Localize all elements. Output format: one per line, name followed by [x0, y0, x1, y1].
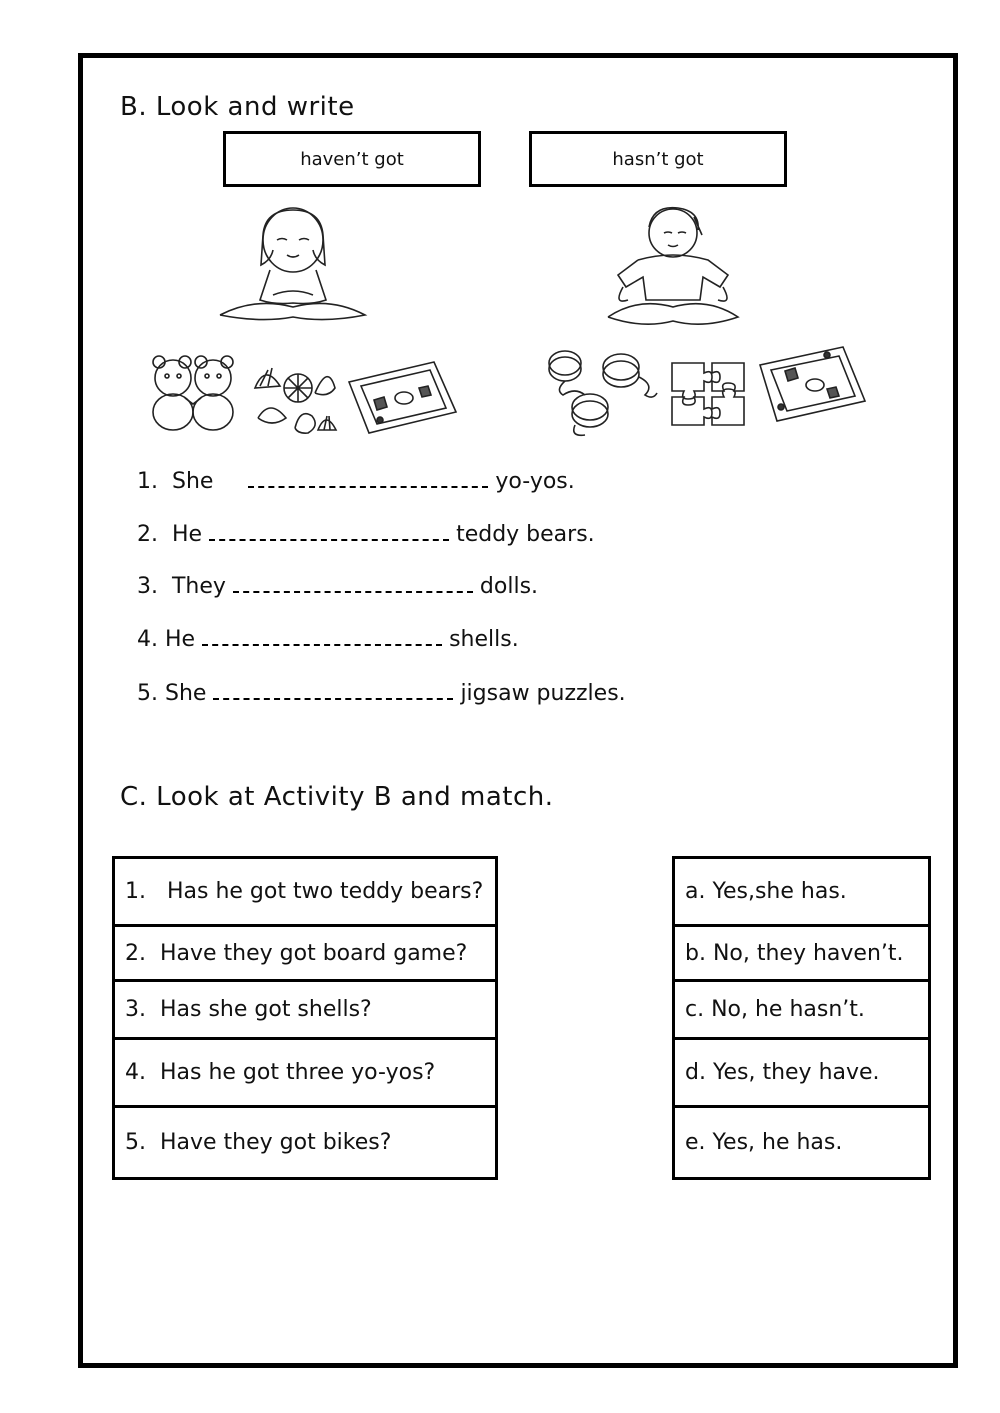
girl-illustration	[215, 205, 370, 325]
sentence-2-blank[interactable]	[209, 519, 449, 541]
boy-illustration	[598, 205, 743, 330]
sentence-4-blank[interactable]	[202, 624, 442, 646]
question-2[interactable]: 2. Have they got board game?	[115, 927, 495, 982]
question-3[interactable]: 3. Has she got shells?	[115, 982, 495, 1040]
jigsaw-puzzle-illustration	[668, 357, 750, 429]
sentence-4	[137, 624, 519, 652]
sentence-5-end: jigsaw puzzles.	[460, 681, 626, 706]
question-5[interactable]: 5. Have they got bikes?	[125, 1130, 392, 1155]
sentence-3	[137, 571, 538, 599]
sentence-1-end: yo-yos.	[495, 469, 575, 494]
questions-table	[112, 856, 498, 1180]
sentence-2	[137, 519, 595, 547]
answer-d[interactable]: d. Yes, they have.	[675, 1040, 928, 1108]
answer-b[interactable]: b. No, they haven’t.	[675, 927, 928, 982]
sentence-4-end: shells.	[449, 627, 519, 652]
sentence-3-blank[interactable]	[233, 571, 473, 593]
board-game-illustration	[344, 360, 459, 435]
sentence-3-start: 3. They	[137, 574, 226, 599]
section-c-heading: C. Look at Activity B and match.	[120, 782, 554, 812]
sentence-2-start: 2. He	[137, 522, 203, 547]
question-1[interactable]: 1. Has he got two teddy bears?	[115, 859, 495, 927]
sentence-1-start: 1. She	[137, 469, 214, 494]
sentence-5-start: 5. She	[137, 681, 207, 706]
word-box-hasnt-got: hasn’t got	[529, 131, 787, 187]
answer-c[interactable]: c. No, he hasn’t.	[675, 982, 928, 1040]
sentence-3-end: dolls.	[479, 574, 539, 599]
answers-table	[672, 856, 931, 1180]
sentence-2-end: teddy bears.	[456, 522, 595, 547]
yo-yos-illustration	[545, 345, 660, 440]
sentence-4-start: 4. He	[137, 627, 196, 652]
teddy-bears-illustration	[145, 350, 243, 435]
sentence-1-blank[interactable]	[248, 466, 488, 488]
shells-illustration	[250, 358, 338, 436]
answer-a[interactable]: a. Yes,she has.	[675, 859, 928, 927]
sentence-5	[137, 678, 626, 706]
word-box-havent-got: haven’t got	[223, 131, 481, 187]
answer-e[interactable]: e. Yes, he has.	[685, 1130, 843, 1155]
section-b-heading: B. Look and write	[120, 92, 355, 122]
sentence-1	[137, 466, 575, 494]
question-4[interactable]: 4. Has he got three yo-yos?	[115, 1040, 495, 1108]
sentence-5-blank[interactable]	[213, 678, 453, 700]
board-game-illustration-2	[755, 345, 867, 425]
